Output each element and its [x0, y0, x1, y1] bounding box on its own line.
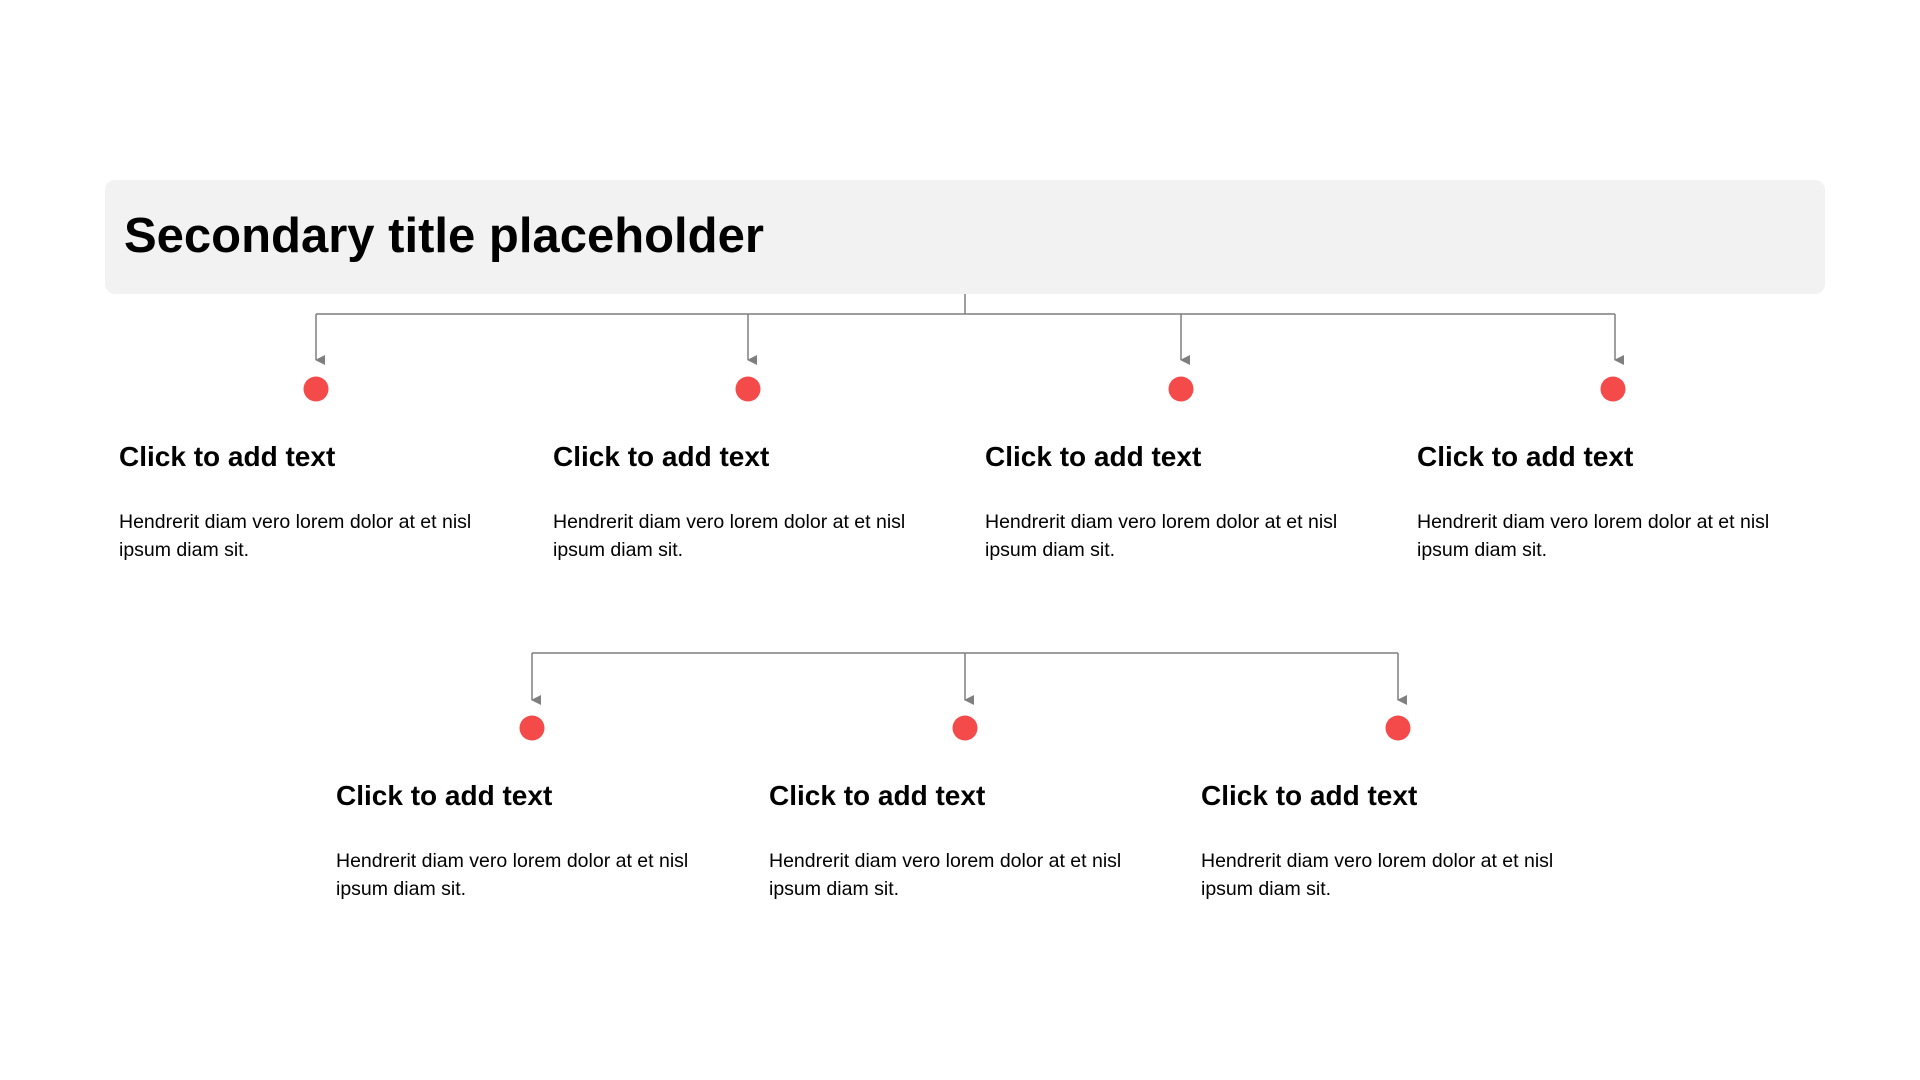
node-dot [736, 377, 761, 402]
node-heading[interactable]: Click to add text [1201, 780, 1418, 811]
node-heading[interactable]: Click to add text [336, 780, 553, 811]
node-body[interactable]: Hendrerit diam vero lorem dolor at et nisl ipsum diam sit. [553, 511, 906, 561]
page-title[interactable]: Secondary title placeholder [124, 209, 764, 263]
node-body[interactable]: Hendrerit diam vero lorem dolor at et nisl ipsum diam sit. [1201, 850, 1554, 900]
node-dot [1601, 377, 1626, 402]
node-body[interactable]: Hendrerit diam vero lorem dolor at et nisl ipsum diam sit. [336, 850, 689, 900]
node-dot [953, 716, 978, 741]
node-body[interactable]: Hendrerit diam vero lorem dolor at et nisl ipsum diam sit. [985, 511, 1338, 561]
node-heading[interactable]: Click to add text [985, 441, 1202, 472]
node-body[interactable]: Hendrerit diam vero lorem dolor at et nisl ipsum diam sit. [1417, 511, 1770, 561]
node-body[interactable]: Hendrerit diam vero lorem dolor at et nisl ipsum diam sit. [769, 850, 1122, 900]
node-heading[interactable]: Click to add text [119, 441, 336, 472]
node-heading[interactable]: Click to add text [769, 780, 986, 811]
node-body[interactable]: Hendrerit diam vero lorem dolor at et nisl ipsum diam sit. [119, 511, 472, 561]
node-heading[interactable]: Click to add text [1417, 441, 1634, 472]
node-heading[interactable]: Click to add text [553, 441, 770, 472]
node-dot [520, 716, 545, 741]
node-dot [304, 377, 329, 402]
node-dot [1169, 377, 1194, 402]
node-dot [1386, 716, 1411, 741]
